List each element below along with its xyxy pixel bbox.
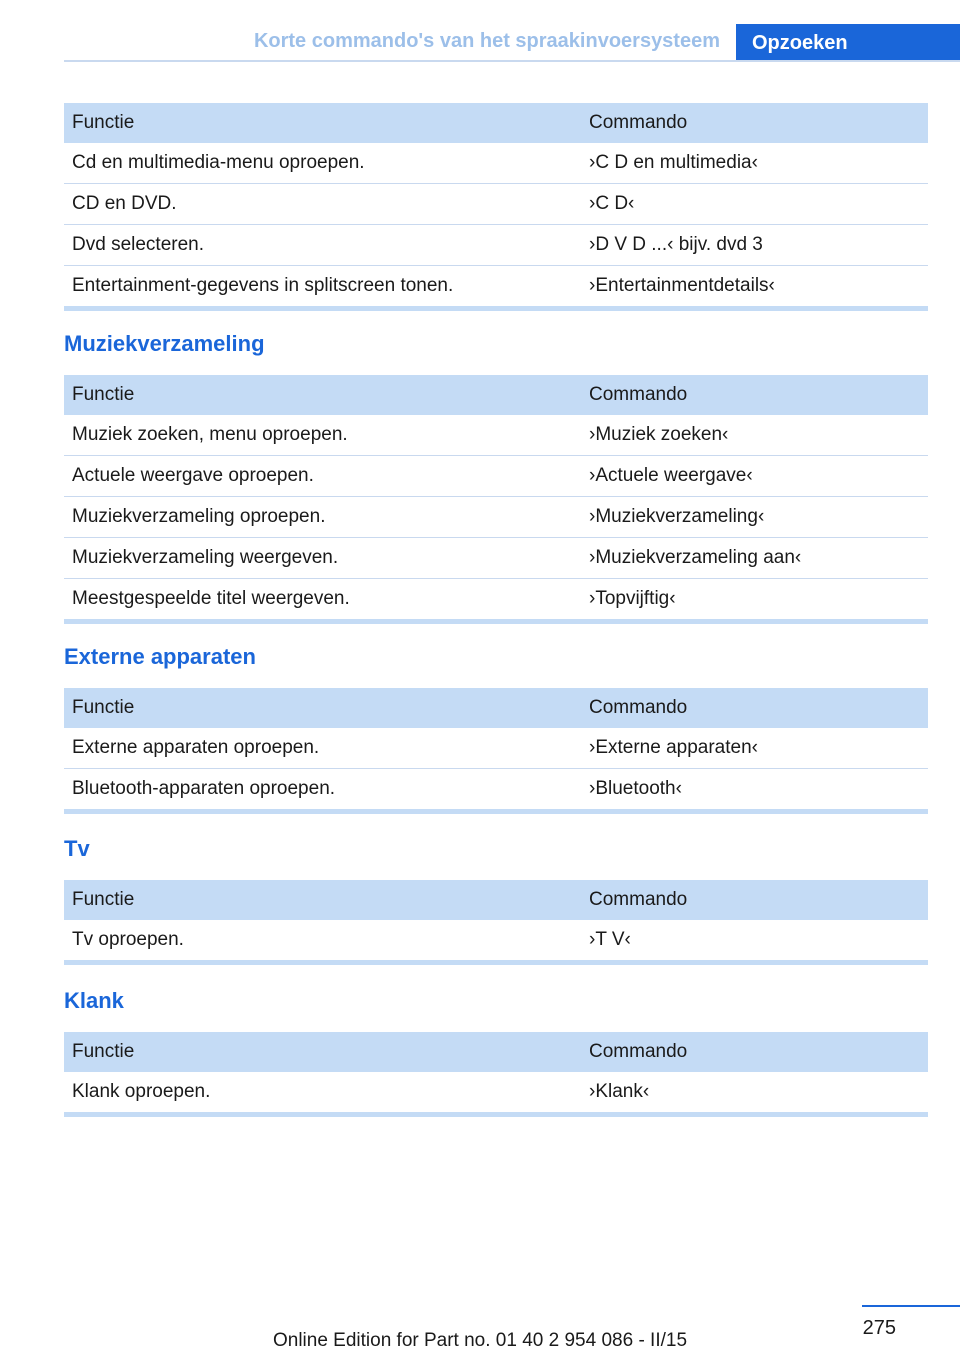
column-header-functie: Functie: [64, 688, 581, 728]
commands-table-externe-apparaten: [64, 688, 928, 814]
page-header: [64, 24, 960, 62]
commando-cell: ›Muziekverzameling‹: [581, 497, 928, 538]
functie-cell: Externe apparaten oproepen.: [64, 728, 581, 769]
column-header-functie: Functie: [64, 103, 581, 143]
functie-cell: CD en DVD.: [64, 184, 581, 225]
commando-cell: ›Topvijftig‹: [581, 579, 928, 622]
functie-cell: Cd en multimedia-menu oproepen.: [64, 143, 581, 184]
commando-cell: ›Muziekverzameling aan‹: [581, 538, 928, 579]
footer-edition-text: Online Edition for Part no. 01 40 2 954 086 - II/15: [272, 1330, 688, 1351]
commando-cell: ›Entertainmentdetails‹: [581, 266, 928, 309]
page-number: 275: [862, 1317, 896, 1339]
heading-externe-apparaten: Externe apparaten: [64, 644, 256, 669]
column-header-commando: Commando: [581, 103, 928, 143]
tab-opzoeken[interactable]: Opzoeken: [736, 24, 960, 62]
commands-table-klank: [64, 1032, 928, 1117]
column-header-functie: Functie: [64, 1032, 581, 1072]
commando-cell: ›Muziek zoeken‹: [581, 415, 928, 456]
column-header-commando: Commando: [581, 880, 928, 920]
commando-cell: ›C D‹: [581, 184, 928, 225]
column-header-commando: Commando: [581, 375, 928, 415]
table-header-row: [64, 375, 928, 415]
commands-table-muziekverzameling: [64, 375, 928, 624]
commands-table-tv: [64, 880, 928, 965]
heading-klank: Klank: [64, 988, 124, 1013]
functie-cell: Muziek zoeken, menu oproepen.: [64, 415, 581, 456]
column-header-commando: Commando: [581, 1032, 928, 1072]
section-title: Korte commando's van het spraakinvoersysteem: [253, 30, 720, 52]
table-row: [64, 456, 928, 497]
header-rule: [64, 60, 960, 62]
functie-cell: Muziekverzameling weergeven.: [64, 538, 581, 579]
functie-cell: Entertainment-gegevens in splitscreen tonen.: [64, 266, 581, 309]
table-header-row: [64, 688, 928, 728]
table-row: [64, 579, 928, 622]
heading-tv: Tv: [64, 836, 90, 861]
table-row: [64, 497, 928, 538]
functie-cell: Bluetooth-apparaten oproepen.: [64, 769, 581, 812]
commando-cell: ›Bluetooth‹: [581, 769, 928, 812]
table-header-row: [64, 1032, 928, 1072]
commando-cell: ›C D en multimedia‹: [581, 143, 928, 184]
functie-cell: Actuele weergave oproepen.: [64, 456, 581, 497]
table-row: [64, 920, 928, 963]
table-row: [64, 143, 928, 184]
table-header-row: [64, 880, 928, 920]
functie-cell: Dvd selecteren.: [64, 225, 581, 266]
column-header-commando: Commando: [581, 688, 928, 728]
table-row: [64, 728, 928, 769]
commando-cell: ›Externe apparaten‹: [581, 728, 928, 769]
commando-cell: ›D V D ...‹ bijv. dvd 3: [581, 225, 928, 266]
page-number-rule: [862, 1305, 960, 1307]
commando-cell: ›Actuele weergave‹: [581, 456, 928, 497]
functie-cell: Muziekverzameling oproepen.: [64, 497, 581, 538]
functie-cell: Meestgespeelde titel weergeven.: [64, 579, 581, 622]
table-header-row: [64, 103, 928, 143]
column-header-functie: Functie: [64, 375, 581, 415]
table-row: [64, 538, 928, 579]
table-row: [64, 415, 928, 456]
commands-table-cd: [64, 103, 928, 311]
commando-cell: ›Klank‹: [581, 1072, 928, 1115]
table-row: [64, 184, 928, 225]
table-row: [64, 266, 928, 309]
table-row: [64, 225, 928, 266]
commando-cell: ›T V‹: [581, 920, 928, 963]
functie-cell: Tv oproepen.: [64, 920, 581, 963]
column-header-functie: Functie: [64, 880, 581, 920]
heading-muziekverzameling: Muziekverzameling: [64, 331, 265, 356]
table-row: [64, 1072, 928, 1115]
functie-cell: Klank oproepen.: [64, 1072, 581, 1115]
table-row: [64, 769, 928, 812]
